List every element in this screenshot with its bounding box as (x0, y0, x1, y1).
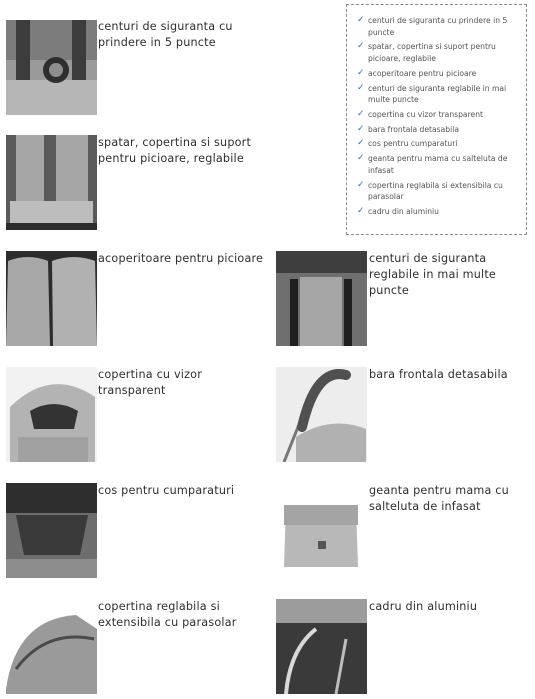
feature-caption: centuri de siguranta cu prindere in 5 puncte (98, 20, 233, 49)
bumper-bar-photo (276, 367, 367, 462)
check-icon: ✓ (357, 82, 365, 93)
checklist-item (357, 68, 520, 80)
checklist-item (357, 124, 520, 136)
checklist-item-label: geanta pentru mama cu salteluta de infasat (368, 154, 508, 175)
changing-bag-photo (276, 483, 367, 578)
adjustable-backrest-photo (6, 135, 97, 230)
checklist-item-label: spatar, copertina si suport pentru picioare, reglabile (368, 42, 496, 63)
feature-caption: centuri de siguranta reglabile in mai multe puncte (369, 252, 496, 297)
check-icon: ✓ (357, 108, 365, 119)
checklist-item (357, 15, 520, 38)
checklist-item (357, 180, 520, 203)
extendable-canopy-photo (6, 599, 97, 694)
check-icon: ✓ (357, 138, 365, 149)
check-icon: ✓ (357, 153, 365, 164)
checklist-item-label: centuri de siguranta cu prindere in 5 puncte (368, 16, 508, 37)
checklist-item-label: copertina reglabila si extensibila cu parasolar (368, 180, 503, 202)
feature-caption: geanta pentru mama cu salteluta de infasat (369, 484, 509, 513)
checklist-item (357, 109, 520, 121)
checklist-item-label: cadru din aluminiu (368, 207, 439, 216)
checklist-item (357, 153, 520, 176)
aluminium-frame-photo (276, 599, 367, 694)
checklist-list (357, 15, 520, 218)
check-icon: ✓ (357, 41, 365, 52)
checklist-item (357, 83, 520, 106)
feature-caption: bara frontala detasabila (369, 368, 508, 381)
checklist-item (357, 41, 520, 64)
canopy-window-photo (6, 367, 97, 462)
check-icon: ✓ (357, 15, 365, 25)
feature-caption: copertina cu vizor transparent (98, 368, 203, 397)
checklist-item-label: acoperitoare pentru picioare (368, 68, 477, 78)
check-icon: ✓ (357, 67, 365, 78)
checklist-item (357, 138, 520, 150)
checklist-item-label: bara frontala detasabila (368, 124, 459, 134)
check-icon: ✓ (357, 206, 365, 216)
shopping-basket-photo (6, 483, 97, 578)
adjustable-belts-photo (276, 251, 367, 346)
checklist-item (357, 206, 520, 218)
feature-caption: spatar, copertina si suport pentru picioare, reglabile (98, 136, 252, 165)
feature-caption: cadru din aluminiu (369, 600, 478, 613)
harness-5-point-photo (6, 20, 97, 115)
checklist-item-label: cos pentru cumparaturi (368, 139, 458, 149)
feature-checklist (346, 4, 527, 235)
feature-caption: copertina reglabila si extensibila cu parasolar (98, 600, 237, 629)
footmuff-photo (6, 251, 97, 346)
checklist-item-label: copertina cu vizor transparent (368, 109, 483, 119)
checklist-item-label: centuri de siguranta reglabile in mai multe puncte (368, 83, 507, 105)
feature-caption: cos pentru cumparaturi (98, 484, 235, 497)
check-icon: ✓ (357, 179, 365, 190)
check-icon: ✓ (357, 123, 365, 134)
feature-caption: acoperitoare pentru picioare (98, 252, 264, 265)
